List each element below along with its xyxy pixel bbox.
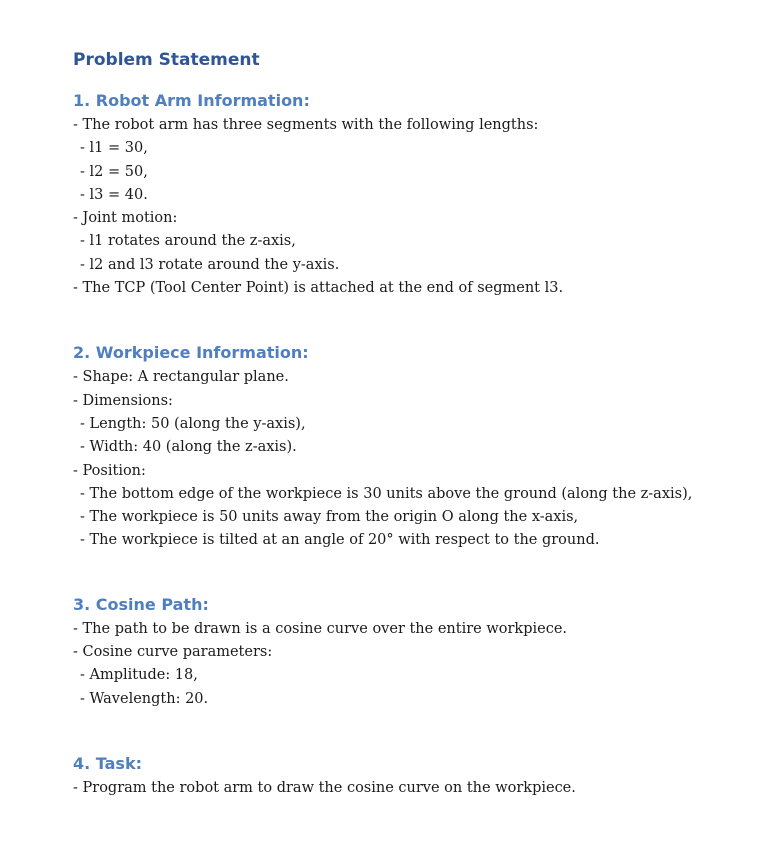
text-line: - Joint motion: xyxy=(73,210,178,227)
section-robot-arm-information xyxy=(73,88,753,300)
text-line: - The robot arm has three segments with the following lengths: xyxy=(73,117,539,133)
section-cosine-path xyxy=(73,592,753,711)
section-heading: 2. Workpiece Information: xyxy=(73,343,309,363)
section-spacer xyxy=(73,300,753,340)
text-line: - l3 = 40. xyxy=(80,186,148,203)
text-line: - The bottom edge of the workpiece is 30 units above the ground (along the z-axis), xyxy=(80,485,693,502)
text-line: - l2 and l3 rotate around the y-axis. xyxy=(80,256,340,273)
section-heading: 3. Cosine Path: xyxy=(73,594,209,614)
text-line: - Position: xyxy=(73,462,146,479)
text-line: - l1 = 30, xyxy=(80,140,148,157)
section-spacer xyxy=(73,711,753,751)
text-line: - Amplitude: 18, xyxy=(80,667,198,684)
text-line: - l2 = 50, xyxy=(80,163,148,180)
text-line: - The path to be drawn is a cosine curve over the entire workpiece. xyxy=(73,620,568,637)
section-heading: 4. Task: xyxy=(73,753,142,773)
text-line: - The TCP (Tool Center Point) is attached at the end of segment l3. xyxy=(73,280,564,297)
section-heading: 1. Robot Arm Information: xyxy=(73,91,310,110)
document-page xyxy=(73,47,753,800)
text-line: - Cosine curve parameters: xyxy=(73,644,273,661)
text-line: - Length: 50 (along the y-axis), xyxy=(80,415,306,432)
text-line: - l1 rotates around the z-axis, xyxy=(80,233,296,250)
text-line: - Dimensions: xyxy=(73,392,173,409)
text-line: - The workpiece is tilted at an angle of 20° with respect to the ground. xyxy=(80,532,600,549)
text-line: - Width: 40 (along the z-axis). xyxy=(80,439,297,456)
text-line: - Shape: A rectangular plane. xyxy=(73,369,289,386)
text-line: - Program the robot arm to draw the cosine curve on the workpiece. xyxy=(73,779,576,796)
document-title: Problem Statement xyxy=(73,50,260,70)
section-task xyxy=(73,751,753,800)
text-line: - Wavelength: 20. xyxy=(80,690,209,707)
section-spacer xyxy=(73,553,753,592)
text-line: - The workpiece is 50 units away from the origin O along the x-axis, xyxy=(80,509,579,526)
section-workpiece-information xyxy=(73,340,753,552)
